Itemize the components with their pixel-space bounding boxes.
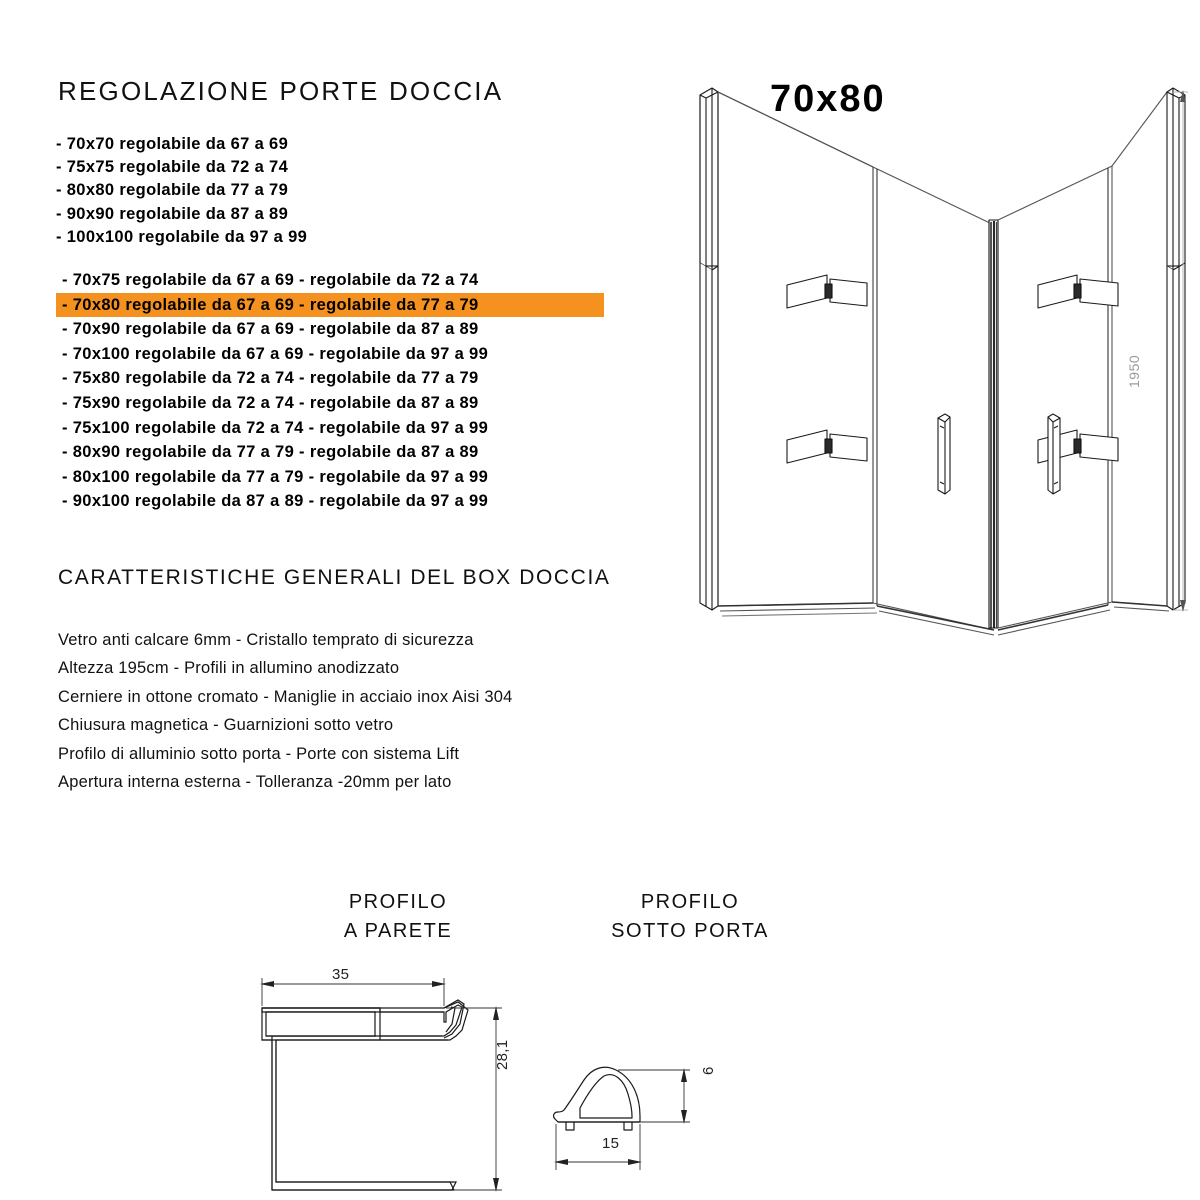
handle-right-door [1048,414,1060,494]
list-item: - 75x80 regolabile da 72 a 74 - regolabile da 77 a 79 [62,369,479,388]
list-item: - 70x70 regolabile da 67 a 69 [56,135,289,153]
door-profile-svg [540,1040,770,1200]
list-item: - 75x75 regolabile da 72 a 74 [56,158,289,177]
door-seal-feet [558,1122,640,1130]
wall-width-dimension-line [260,978,446,1006]
list-item: - 70x100 regolabile da 67 a 69 - regolabile da 97 a 99 [62,344,489,363]
door-profile-title-line2: SOTTO PORTA [611,920,769,942]
door-profile-title-line1: PROFILO [640,891,740,913]
door-width-dimension-line [554,1124,642,1170]
features-list [58,626,512,796]
list-item: - 80x90 regolabile da 77 a 79 - regolabile da 87 a 89 [62,443,479,462]
rect-sizes-list [56,268,604,514]
right-wall-profile-post [1167,88,1185,610]
feature-item: Profilo di alluminio sotto porta - Porte con sistema Lift [58,744,460,763]
door-profile-title [560,888,820,946]
list-item: - 75x90 regolabile da 72 a 74 - regolabile da 87 a 89 [62,393,479,412]
center-corner-post [989,220,998,628]
enclosure-height-dimension-label: 1950 [1126,354,1142,388]
left-fixed-glass-panel [718,92,873,606]
wall-profile-svg [240,950,540,1200]
enclosure-svg [680,70,1190,630]
door-profile-height-label: 6 [700,1066,717,1075]
handle-left-door [938,414,950,494]
hinge-right-upper [1038,275,1118,308]
right-door-leaf [998,166,1112,628]
enclosure-size-label: 70x80 [770,78,886,120]
list-item-highlighted: - 70x80 regolabile da 67 a 69 - regolabile da 77 a 79 [56,293,604,318]
list-item: - 80x100 regolabile da 77 a 79 - regolabile da 97 a 99 [62,467,489,486]
left-door-leaf [873,167,994,630]
door-profile-drawing [540,1040,770,1200]
feature-item: Vetro anti calcare 6mm - Cristallo temprato di sicurezza [58,631,474,649]
list-item: - 90x90 regolabile da 87 a 89 [56,204,289,223]
feature-item: Chiusura magnetica - Guarnizioni sotto vetro [58,716,394,735]
feature-item: Altezza 195cm - Profili in allumino anodizzato [58,659,400,678]
right-fixed-glass-panel [1112,92,1167,606]
list-item: - 100x100 regolabile da 97 a 99 [56,227,308,246]
list-item: - 70x75 regolabile da 67 a 69 - regolabile da 72 a 74 [62,271,479,289]
wall-profile-title [278,888,518,946]
list-item: - 75x100 regolabile da 72 a 74 - regolabile da 97 a 99 [62,418,489,437]
door-profile-width-label: 15 [602,1135,620,1152]
wall-profile-title-line2: A PARETE [343,920,453,942]
feature-item: Apertura interna esterna - Tolleranza -20mm per lato [58,773,452,792]
feature-item: Cerniere in ottone cromato - Maniglie in acciaio inox Aisi 304 [58,687,513,706]
door-seal-section [554,1067,640,1122]
list-item: - 90x100 regolabile da 87 a 89 - regolabile da 97 a 99 [62,492,489,511]
wall-profile-chamber [262,1008,380,1040]
page-title: REGOLAZIONE PORTE DOCCIA [58,76,504,106]
wall-profile-drawing [240,950,540,1200]
list-item: - 80x80 regolabile da 77 a 79 [56,181,289,200]
list-item: - 70x90 regolabile da 67 a 69 - regolabile da 87 a 89 [62,320,479,339]
square-sizes-list [56,133,307,249]
wall-profile-height-label: 28,1 [494,1039,511,1070]
wall-profile-width-label: 35 [332,966,350,983]
shower-enclosure-drawing [680,70,1190,630]
left-wall-profile-post [700,88,718,610]
wall-profile-title-line1: PROFILO [348,891,448,913]
features-section-title: CARATTERISTICHE GENERALI DEL BOX DOCCIA [58,566,611,589]
